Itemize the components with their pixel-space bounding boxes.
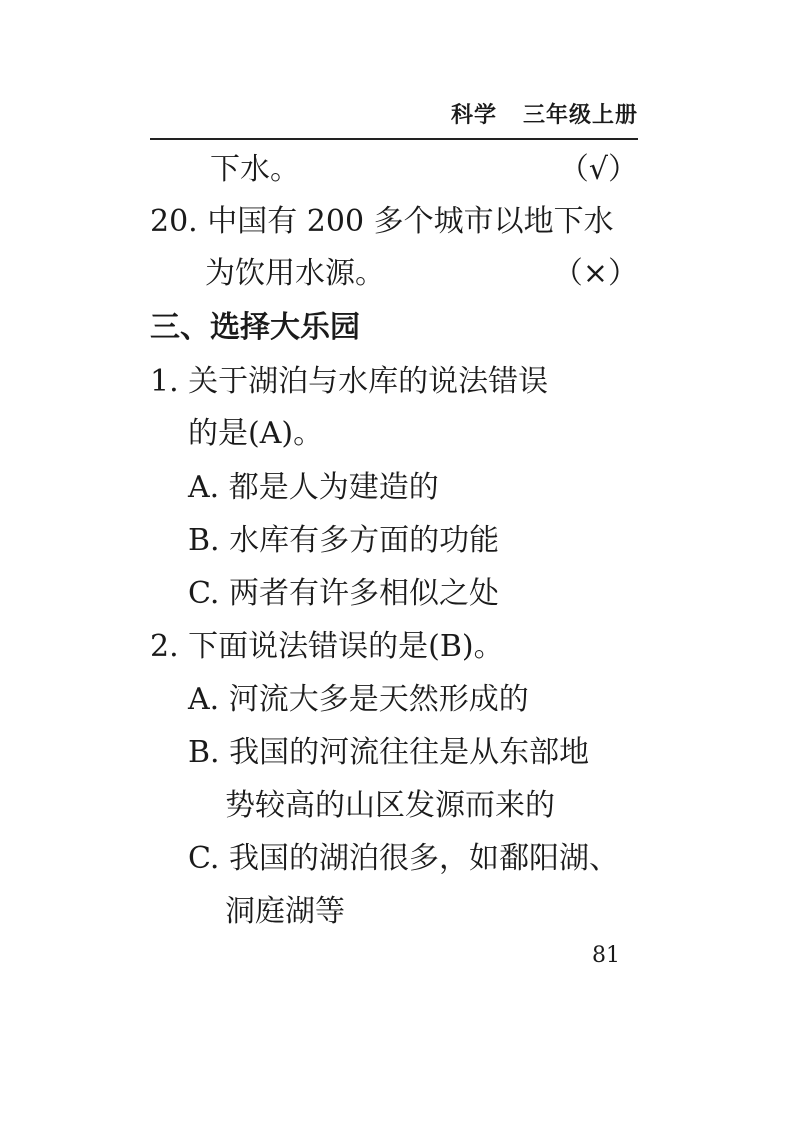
option-a: A. 都是人为建造的	[188, 470, 439, 505]
question-1-line1: 1. 关于湖泊与水库的说法错误	[150, 364, 549, 399]
option-a: A. 河流大多是天然形成的	[188, 682, 529, 717]
section-title: 三、选择大乐园	[150, 310, 360, 345]
question-20-line2: 为饮用水源。	[205, 256, 385, 291]
option-b-line1: B. 我国的河流往往是从东部地	[188, 735, 590, 770]
subject-label: 科学	[450, 103, 497, 128]
option-c-line2: 洞庭湖等	[225, 894, 345, 929]
grade-label: 三年级上册	[522, 103, 638, 128]
page-header	[150, 98, 638, 140]
page-number: 81	[592, 943, 620, 968]
option-b: B. 水库有多方面的功能	[188, 523, 500, 558]
question-2-line1: 2. 下面说法错误的是(B)。	[150, 629, 504, 664]
answer-mark-cross: （×）	[552, 256, 638, 291]
continuation-text: 下水。	[210, 152, 300, 187]
answer-mark-check: （√）	[558, 152, 638, 187]
option-c: C. 两者有许多相似之处	[188, 576, 499, 611]
question-1-line2: 的是(A)。	[188, 416, 324, 451]
option-b-line2: 势较高的山区发源而来的	[225, 788, 555, 823]
question-20-line1: 20. 中国有 200 多个城市以地下水	[150, 204, 614, 239]
option-c-line1: C. 我国的湖泊很多，如鄱阳湖、	[188, 841, 619, 876]
